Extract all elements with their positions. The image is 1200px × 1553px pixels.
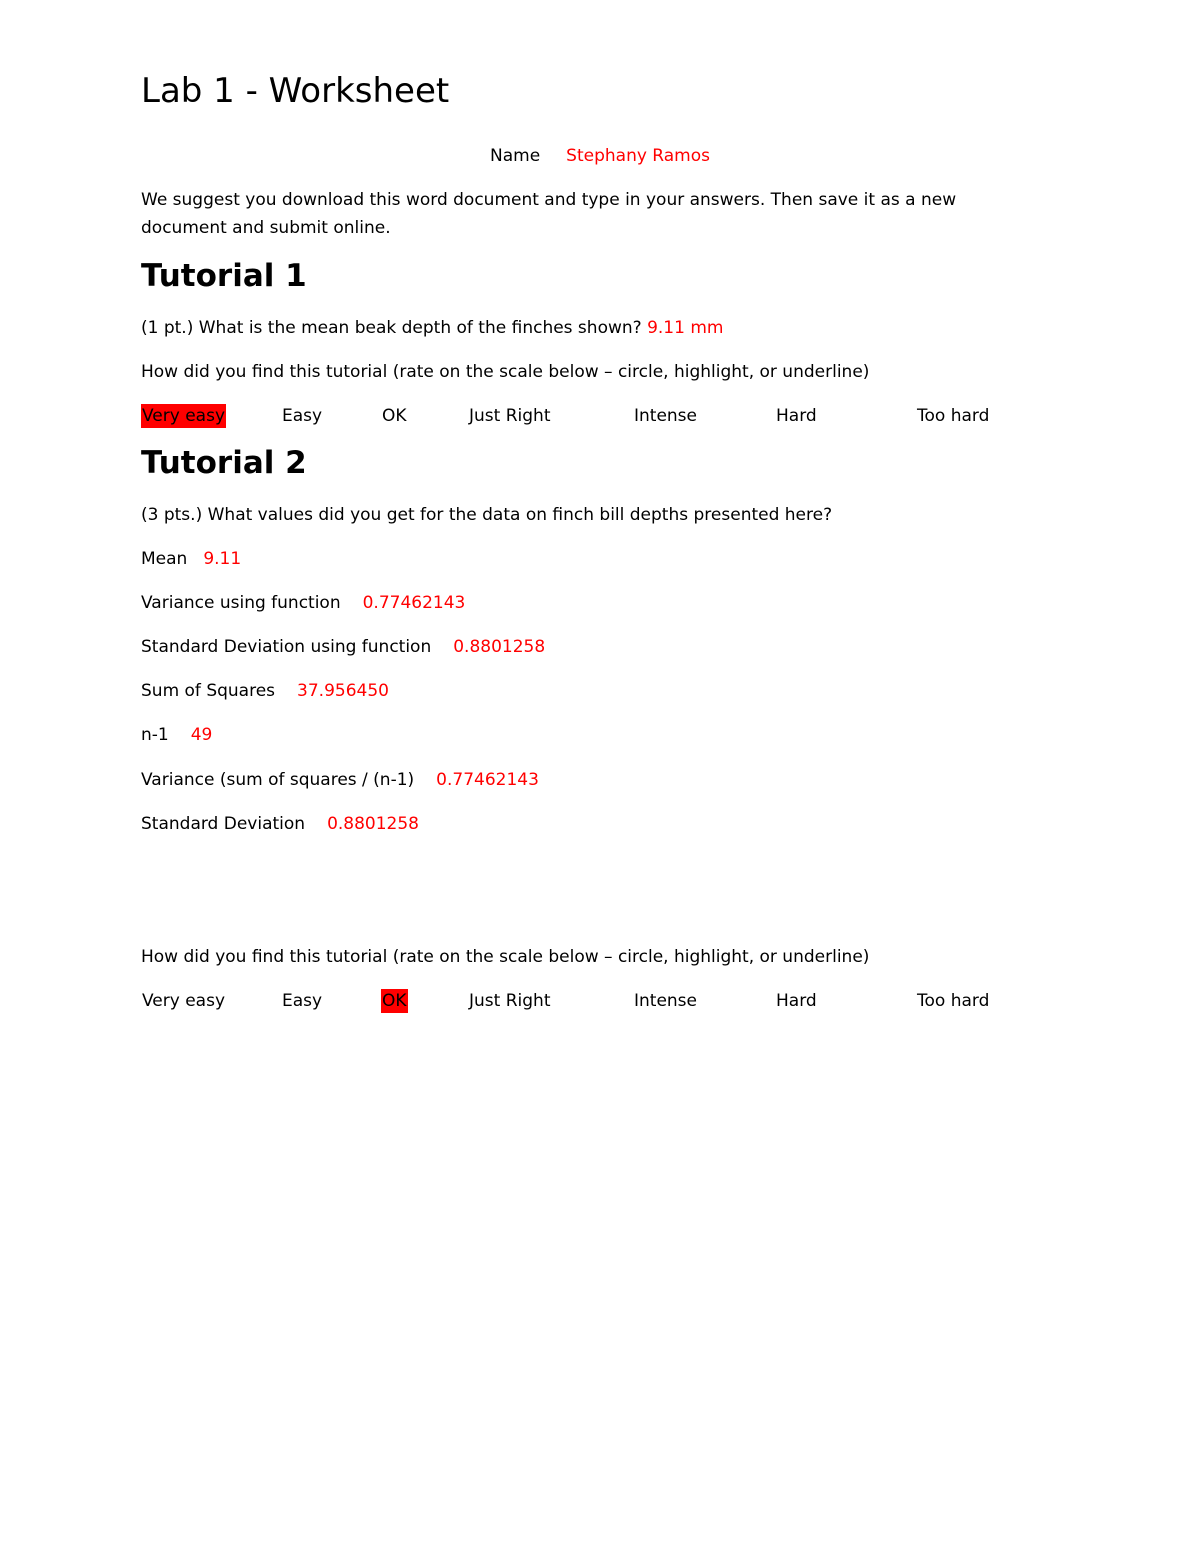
t2-scale-just-right[interactable]: Just Right [469, 991, 551, 1011]
t1-scale-ok[interactable]: OK [382, 406, 407, 426]
tutorial-1-question: (1 pt.) What is the mean beak depth of the finches shown? [141, 318, 642, 338]
result-label: Mean [141, 549, 188, 569]
name-label: Name [490, 146, 541, 166]
tutorial-2-heading: Tutorial 2 [141, 445, 307, 481]
result-row-stddev-manual [141, 810, 419, 838]
t2-scale-easy[interactable]: Easy [282, 991, 323, 1011]
result-label: n-1 [141, 725, 169, 745]
result-row-variance-function [141, 589, 465, 617]
t1-scale-very-easy[interactable]: Very easy [142, 406, 226, 426]
t1-scale-intense[interactable]: Intense [634, 406, 698, 426]
result-value: 0.8801258 [327, 814, 419, 834]
t1-scale-easy[interactable]: Easy [282, 406, 323, 426]
tutorial-1-heading: Tutorial 1 [141, 258, 307, 294]
intro-paragraph: We suggest you download this word document and type in your answers. Then save it as a new document and submit online. [141, 190, 957, 238]
name-value: Stephany Ramos [566, 146, 710, 166]
name-row [0, 143, 1200, 169]
tutorial-1-question-line [141, 314, 723, 342]
result-value: 0.77462143 [362, 593, 466, 613]
result-label: Variance (sum of squares / (n-1) [141, 770, 415, 790]
tutorial-2-question: (3 pts.) What values did you get for the data on finch bill depths presented here? [141, 505, 833, 525]
result-row-stddev-function [141, 633, 545, 661]
t2-scale-hard[interactable]: Hard [776, 991, 817, 1011]
result-row-n-minus-1 [141, 721, 212, 749]
result-label: Sum of Squares [141, 681, 276, 701]
t1-scale-hard[interactable]: Hard [776, 406, 817, 426]
tutorial-1-answer: 9.11 mm [647, 318, 724, 338]
document-title: Lab 1 - Worksheet [141, 71, 450, 111]
result-label: Variance using function [141, 593, 341, 613]
result-row-mean [141, 545, 241, 573]
result-value: 9.11 [203, 549, 242, 569]
result-row-variance-manual [141, 766, 539, 794]
result-label: Standard Deviation using function [141, 637, 432, 657]
result-value: 49 [190, 725, 213, 745]
tutorial-2-rating-prompt: How did you find this tutorial (rate on the scale below – circle, highlight, or underline) [141, 947, 870, 967]
t2-scale-too-hard[interactable]: Too hard [917, 991, 990, 1011]
t1-scale-too-hard[interactable]: Too hard [917, 406, 990, 426]
result-label: Standard Deviation [141, 814, 306, 834]
t2-scale-very-easy[interactable]: Very easy [142, 991, 226, 1011]
result-row-sum-of-squares [141, 677, 389, 705]
result-value: 0.8801258 [453, 637, 546, 657]
t2-scale-ok[interactable]: OK [382, 991, 407, 1011]
result-value: 37.956450 [297, 681, 389, 701]
result-value: 0.77462143 [436, 770, 539, 790]
t1-scale-just-right[interactable]: Just Right [469, 406, 551, 426]
t2-scale-intense[interactable]: Intense [634, 991, 698, 1011]
tutorial-1-rating-prompt: How did you find this tutorial (rate on the scale below – circle, highlight, or underline) [141, 362, 870, 382]
